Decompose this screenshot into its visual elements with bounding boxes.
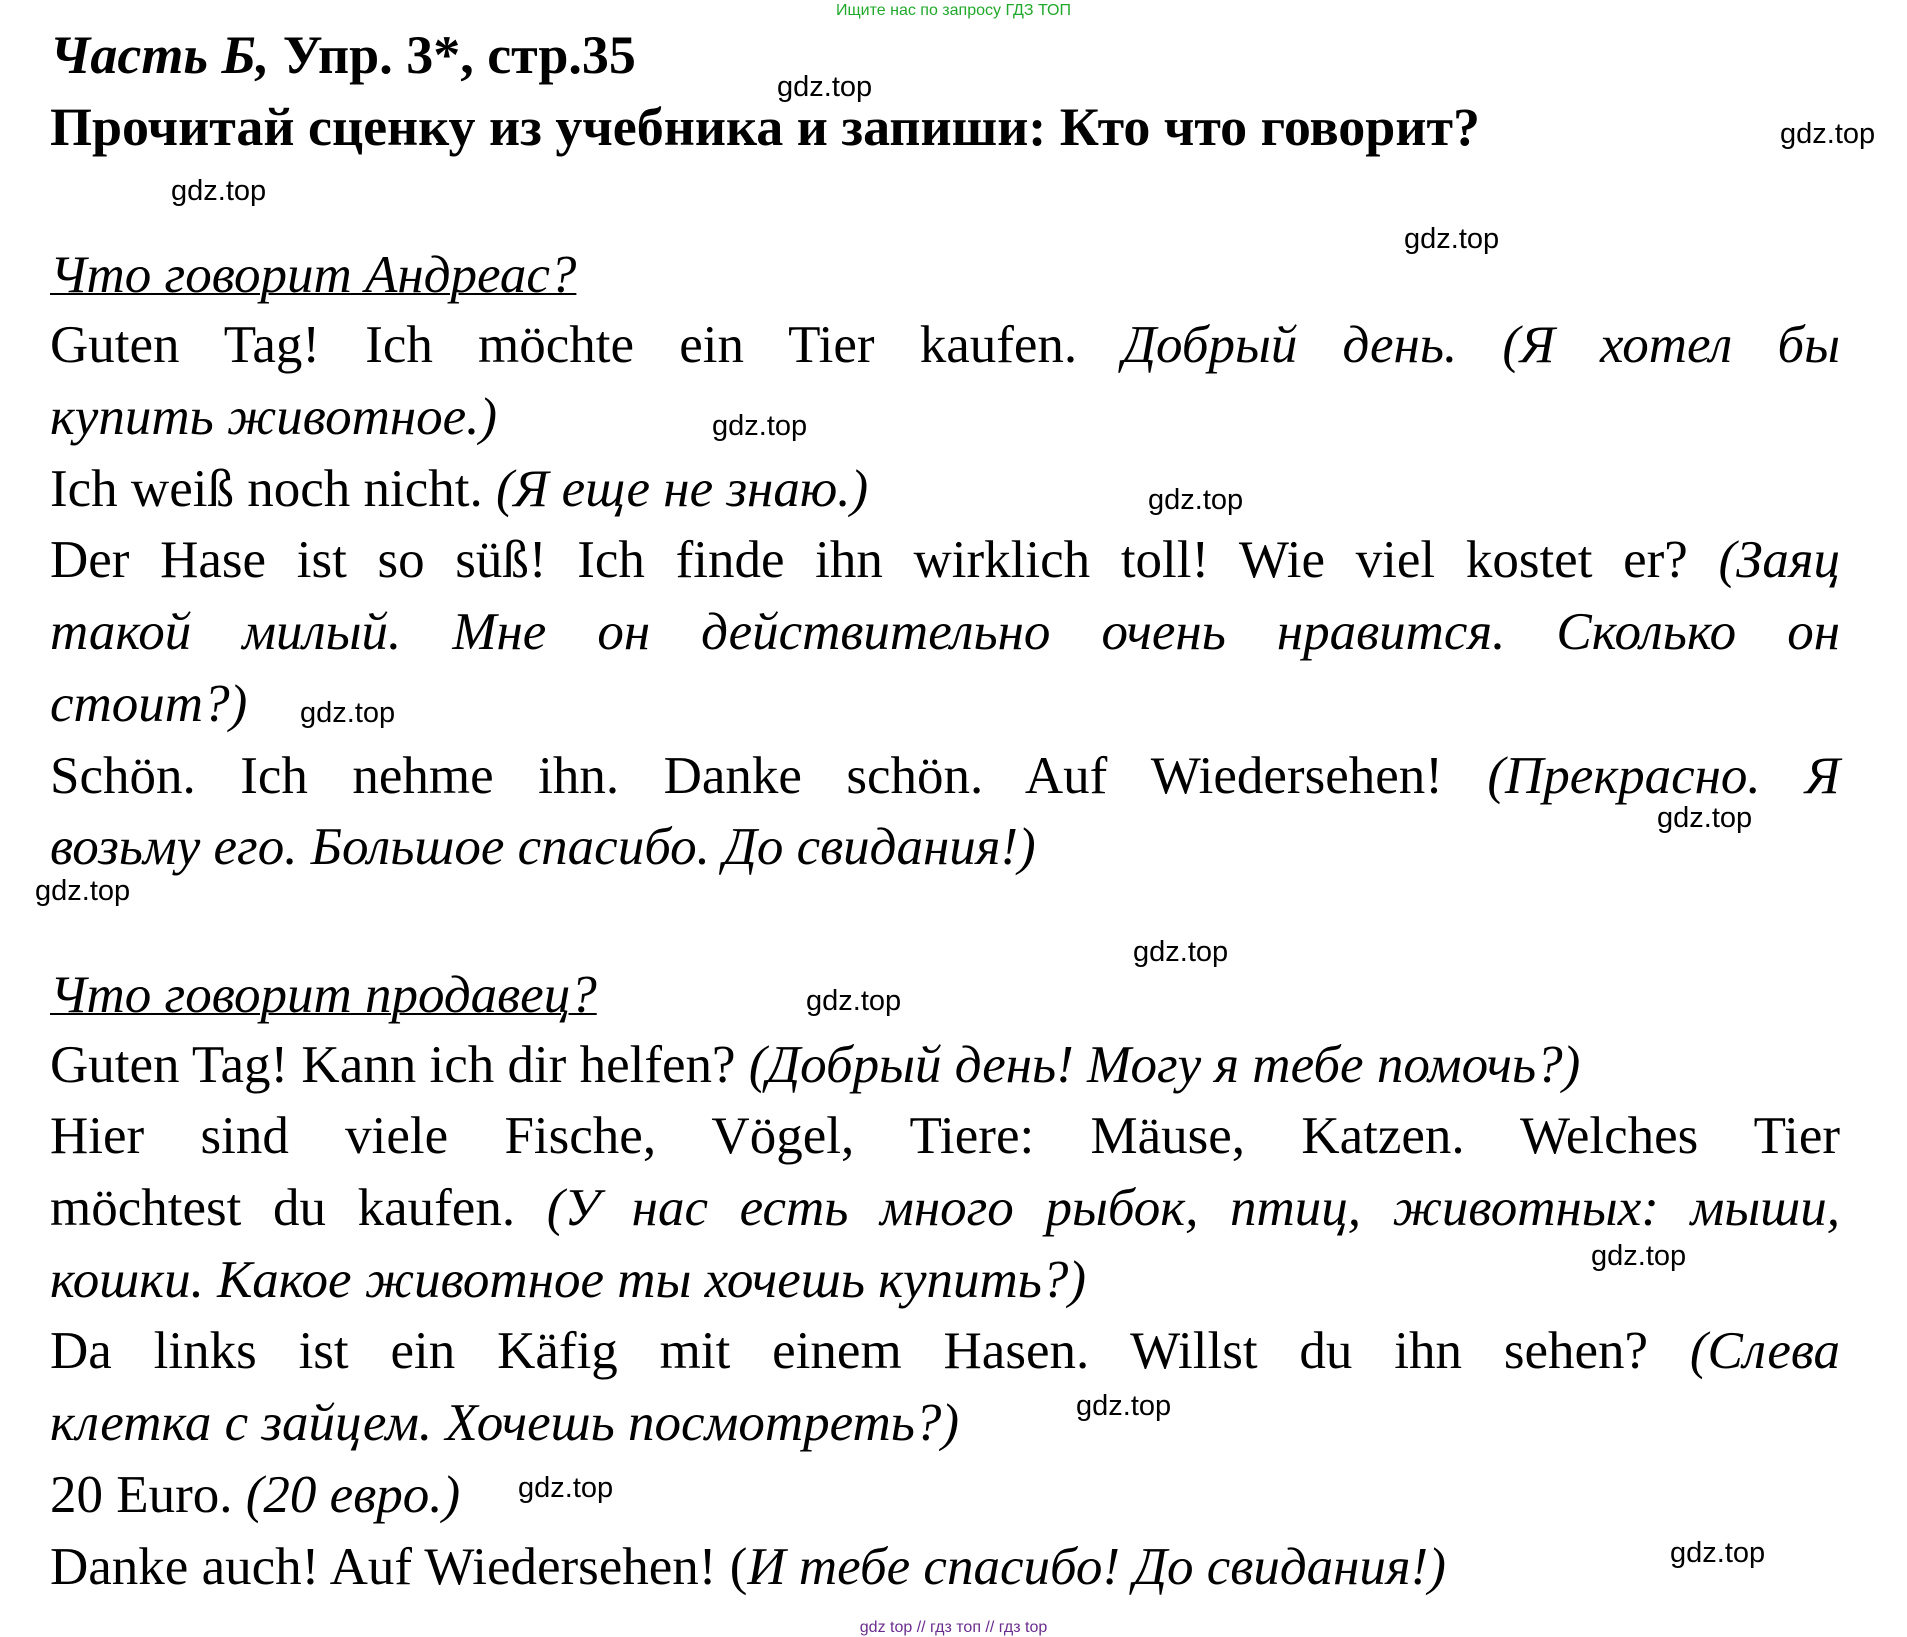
watermark: gdz.top	[1670, 1537, 1766, 1569]
seller-line-7: 20 Euro. (20 евро.)	[50, 1466, 461, 1524]
watermark: gdz.top	[171, 175, 267, 207]
section-title-seller: Что говорит продавец?	[50, 966, 597, 1024]
andreas-line-2: купить животное.)	[50, 388, 498, 446]
andreas-line-5: такой милый. Мне он действительно очень нравится. Сколько он	[50, 603, 1840, 661]
watermark: gdz.top	[35, 875, 131, 907]
andreas-line-3: Ich weiß noch nicht. (Я еще не знаю.)	[50, 460, 869, 518]
andreas-line-6: стоит?)	[50, 675, 248, 733]
seller-line-8: Danke auch! Auf Wiedersehen! (И тебе спасибо! До свидания!)	[50, 1538, 1446, 1596]
part-label: Часть Б,	[50, 25, 270, 85]
watermark: gdz.top	[1591, 1240, 1687, 1272]
exercise-label: Упр. 3*, стр.35	[269, 25, 636, 85]
watermark: gdz.top	[806, 985, 902, 1017]
seller-line-1: Guten Tag! Kann ich dir helfen? (Добрый день! Могу я тебе помочь?)	[50, 1036, 1581, 1094]
watermark: gdz.top	[1780, 118, 1876, 150]
watermark: gdz.top	[712, 410, 808, 442]
watermark: gdz.top	[1133, 936, 1229, 968]
seller-line-3: möchtest du kaufen. (У нас есть много рыбок, птиц, животных: мыши,	[50, 1179, 1840, 1237]
watermark: gdz.top	[300, 697, 396, 729]
watermark: gdz.top	[1657, 802, 1753, 834]
top-banner: Ищите нас по запросу ГДЗ ТОП	[836, 2, 1071, 19]
andreas-line-7: Schön. Ich nehme ihn. Danke schön. Auf Wiedersehen! (Прекрасно. Я	[50, 747, 1840, 805]
andreas-line-1: Guten Tag! Ich möchte ein Tier kaufen. Добрый день. (Я хотел бы	[50, 316, 1840, 374]
section-title-andreas: Что говорит Андреас?	[50, 246, 577, 304]
watermark: gdz.top	[1148, 484, 1244, 516]
seller-line-2: Hier sind viele Fische, Vögel, Tiere: Mäuse, Katzen. Welches Tier	[50, 1107, 1840, 1165]
instruction-text: Прочитай сценку из учебника и запиши: Кто что говорит?	[50, 97, 1480, 157]
watermark: gdz.top	[1404, 223, 1500, 255]
watermark: gdz.top	[518, 1472, 614, 1504]
andreas-line-4: Der Hase ist so süß! Ich finde ihn wirklich toll! Wie viel kostet er? (Заяц	[50, 531, 1840, 589]
exercise-heading	[50, 24, 636, 86]
seller-line-6: клетка с зайцем. Хочешь посмотреть?)	[50, 1394, 960, 1452]
seller-line-4: кошки. Какое животное ты хочешь купить?)	[50, 1251, 1087, 1309]
bottom-banner: gdz top // гдз топ // гдз top	[859, 1619, 1048, 1636]
seller-line-5: Da links ist ein Käfig mit einem Hasen. Willst du ihn sehen? (Слева	[50, 1322, 1840, 1380]
andreas-line-8: возьму его. Большое спасибо. До свидания!)	[50, 818, 1036, 876]
watermark: gdz.top	[777, 71, 873, 103]
watermark: gdz.top	[1076, 1390, 1172, 1422]
